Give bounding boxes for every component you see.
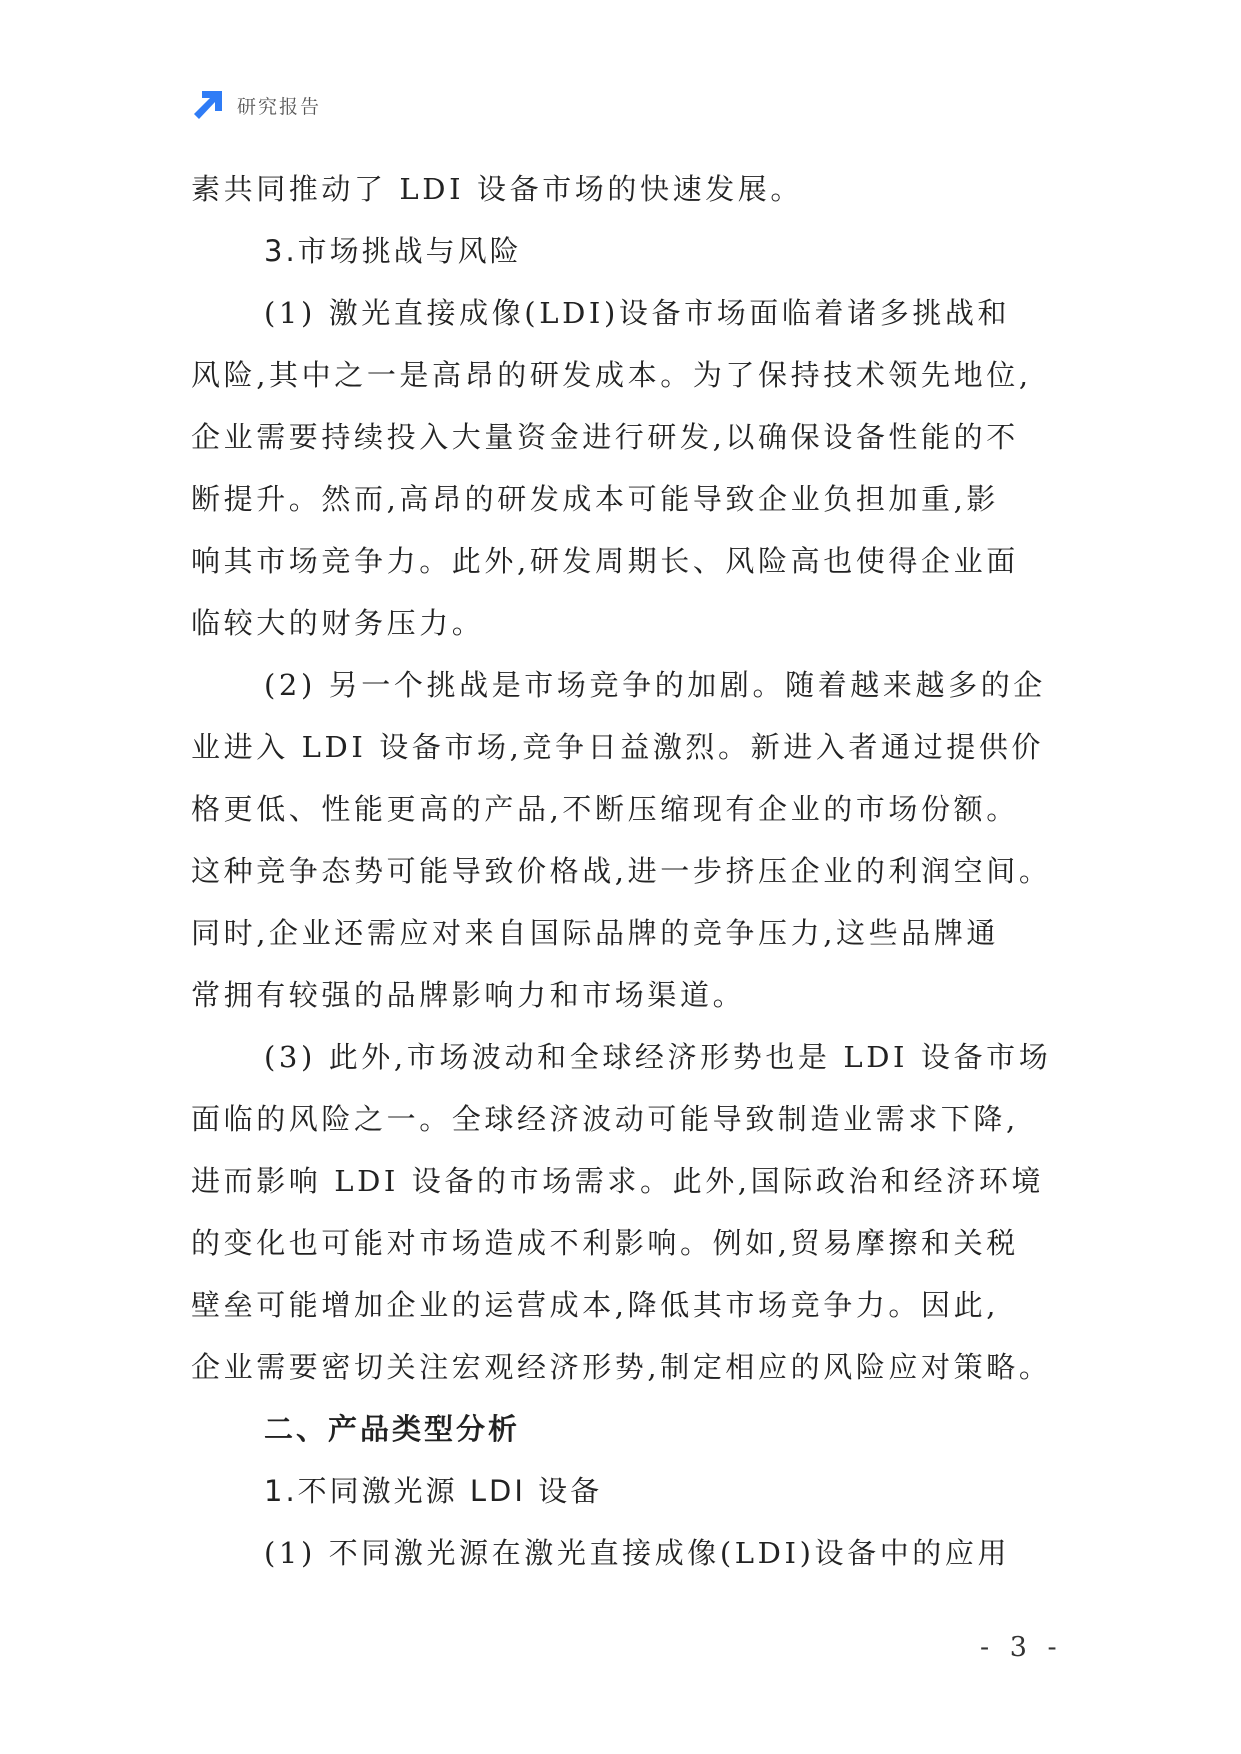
text-line: 素共同推动了 LDI 设备市场的快速发展。 [191, 172, 804, 206]
header-title: 研究报告 [237, 95, 322, 118]
text-line: 业进入 LDI 设备市场,竞争日益激烈。新进入者通过提供价 [191, 730, 1045, 764]
text-line: 进而影响 LDI 设备的市场需求。此外,国际政治和经济环境 [191, 1164, 1045, 1198]
paragraph-line: (1) 不同激光源在激光直接成像(LDI)设备中的应用 [264, 1536, 1011, 1570]
page-number: - 3 - [980, 1632, 1063, 1663]
text-line: 企业需要密切关注宏观经济形势,制定相应的风险应对策略。 [191, 1350, 1052, 1384]
section-heading: 3.市场挑战与风险 [264, 234, 522, 268]
document-body [191, 158, 1061, 1584]
text-line: 同时,企业还需应对来自国际品牌的竞争压力,这些品牌通 [191, 916, 1000, 950]
report-header [192, 88, 321, 122]
text-line: 壁垒可能增加企业的运营成本,降低其市场竞争力。因此, [191, 1288, 1000, 1322]
paragraph-line: (1) 激光直接成像(LDI)设备市场面临着诸多挑战和 [264, 296, 1011, 330]
text-line: 风险,其中之一是高昂的研发成本。为了保持技术领先地位, [191, 358, 1032, 392]
section-heading: 1.不同激光源 LDI 设备 [264, 1474, 603, 1508]
text-line: 响其市场竞争力。此外,研发周期长、风险高也使得企业面 [191, 544, 1019, 578]
text-line: 断提升。然而,高昂的研发成本可能导致企业负担加重,影 [191, 482, 1000, 516]
chapter-heading: 二、产品类型分析 [264, 1412, 521, 1446]
paragraph-line: (2) 另一个挑战是市场竞争的加剧。随着越来越多的企 [264, 668, 1046, 702]
text-line: 企业需要持续投入大量资金进行研发,以确保设备性能的不 [191, 420, 1019, 454]
text-line: 临较大的财务压力。 [191, 606, 485, 640]
text-line: 格更低、性能更高的产品,不断压缩现有企业的市场份额。 [191, 792, 1019, 826]
arrow-up-right-icon [192, 89, 224, 121]
text-line: 常拥有较强的品牌影响力和市场渠道。 [191, 978, 746, 1012]
text-line: 这种竞争态势可能导致价格战,进一步挤压企业的利润空间。 [191, 854, 1052, 888]
paragraph-line: (3) 此外,市场波动和全球经济形势也是 LDI 设备市场 [264, 1040, 1052, 1074]
text-line: 的变化也可能对市场造成不利影响。例如,贸易摩擦和关税 [191, 1226, 1019, 1260]
text-line: 面临的风险之一。全球经济波动可能导致制造业需求下降, [191, 1102, 1019, 1136]
